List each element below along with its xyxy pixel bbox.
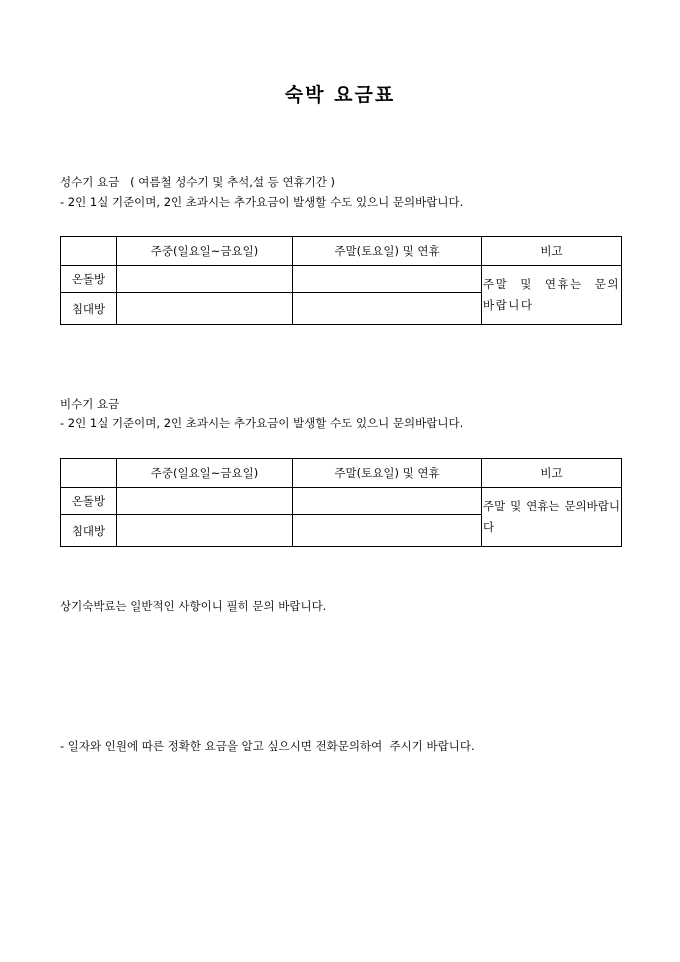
offpeak-season-heading: 비수기 요금 xyxy=(60,397,120,411)
offpeak-season-note: - 2인 1실 기준이며, 2인 초과시는 추가요금이 발생할 수도 있으니 문의바랍니다. xyxy=(60,416,464,430)
weekend-rate-cell xyxy=(293,266,482,293)
table-header-row xyxy=(61,237,622,266)
weekend-rate-cell xyxy=(293,293,482,325)
header-cell-weekend: 주말(토요일) 및 연휴 xyxy=(293,237,482,266)
weekday-rate-cell xyxy=(117,515,293,547)
header-cell-room xyxy=(61,237,117,266)
header-cell-weekend: 주말(토요일) 및 연휴 xyxy=(293,459,482,488)
room-type-ondol: 온돌방 xyxy=(61,488,117,515)
header-cell-weekday: 주중(일요일~금요일) xyxy=(117,459,293,488)
general-notice: 상기숙박료는 일반적인 사항이니 필히 문의 바랍니다. xyxy=(60,599,327,613)
room-type-bed: 침대방 xyxy=(61,293,117,325)
room-type-bed: 침대방 xyxy=(61,515,117,547)
weekday-rate-cell xyxy=(117,488,293,515)
table-row xyxy=(61,488,622,515)
peak-season-heading: 성수기 요금 ( 여름철 성수기 및 추석,설 등 연휴기간 ) xyxy=(60,175,336,189)
page-title: 숙박 요금표 xyxy=(284,84,396,106)
weekend-rate-cell xyxy=(293,488,482,515)
table-row xyxy=(61,266,622,293)
table-header-row xyxy=(61,459,622,488)
header-cell-remark: 비고 xyxy=(482,237,622,266)
weekday-rate-cell xyxy=(117,266,293,293)
room-type-ondol: 온돌방 xyxy=(61,266,117,293)
header-cell-remark: 비고 xyxy=(482,459,622,488)
weekend-rate-cell xyxy=(293,515,482,547)
peak-season-note: - 2인 1실 기준이며, 2인 초과시는 추가요금이 발생할 수도 있으니 문의바랍니다. xyxy=(60,195,464,209)
peak-rate-table xyxy=(60,236,622,325)
remark-cell: 주말 및 연휴는 문의바랍니다 xyxy=(482,266,622,325)
header-cell-weekday: 주중(일요일~금요일) xyxy=(117,237,293,266)
remark-cell: 주말 및 연휴는 문의바랍니다 xyxy=(482,488,622,547)
weekday-rate-cell xyxy=(117,293,293,325)
offpeak-rate-table xyxy=(60,458,622,547)
header-cell-room xyxy=(61,459,117,488)
footer-notice: - 일자와 인원에 따른 정확한 요금을 알고 싶으시면 전화문의하여 주시기 바랍니다. xyxy=(60,739,475,753)
